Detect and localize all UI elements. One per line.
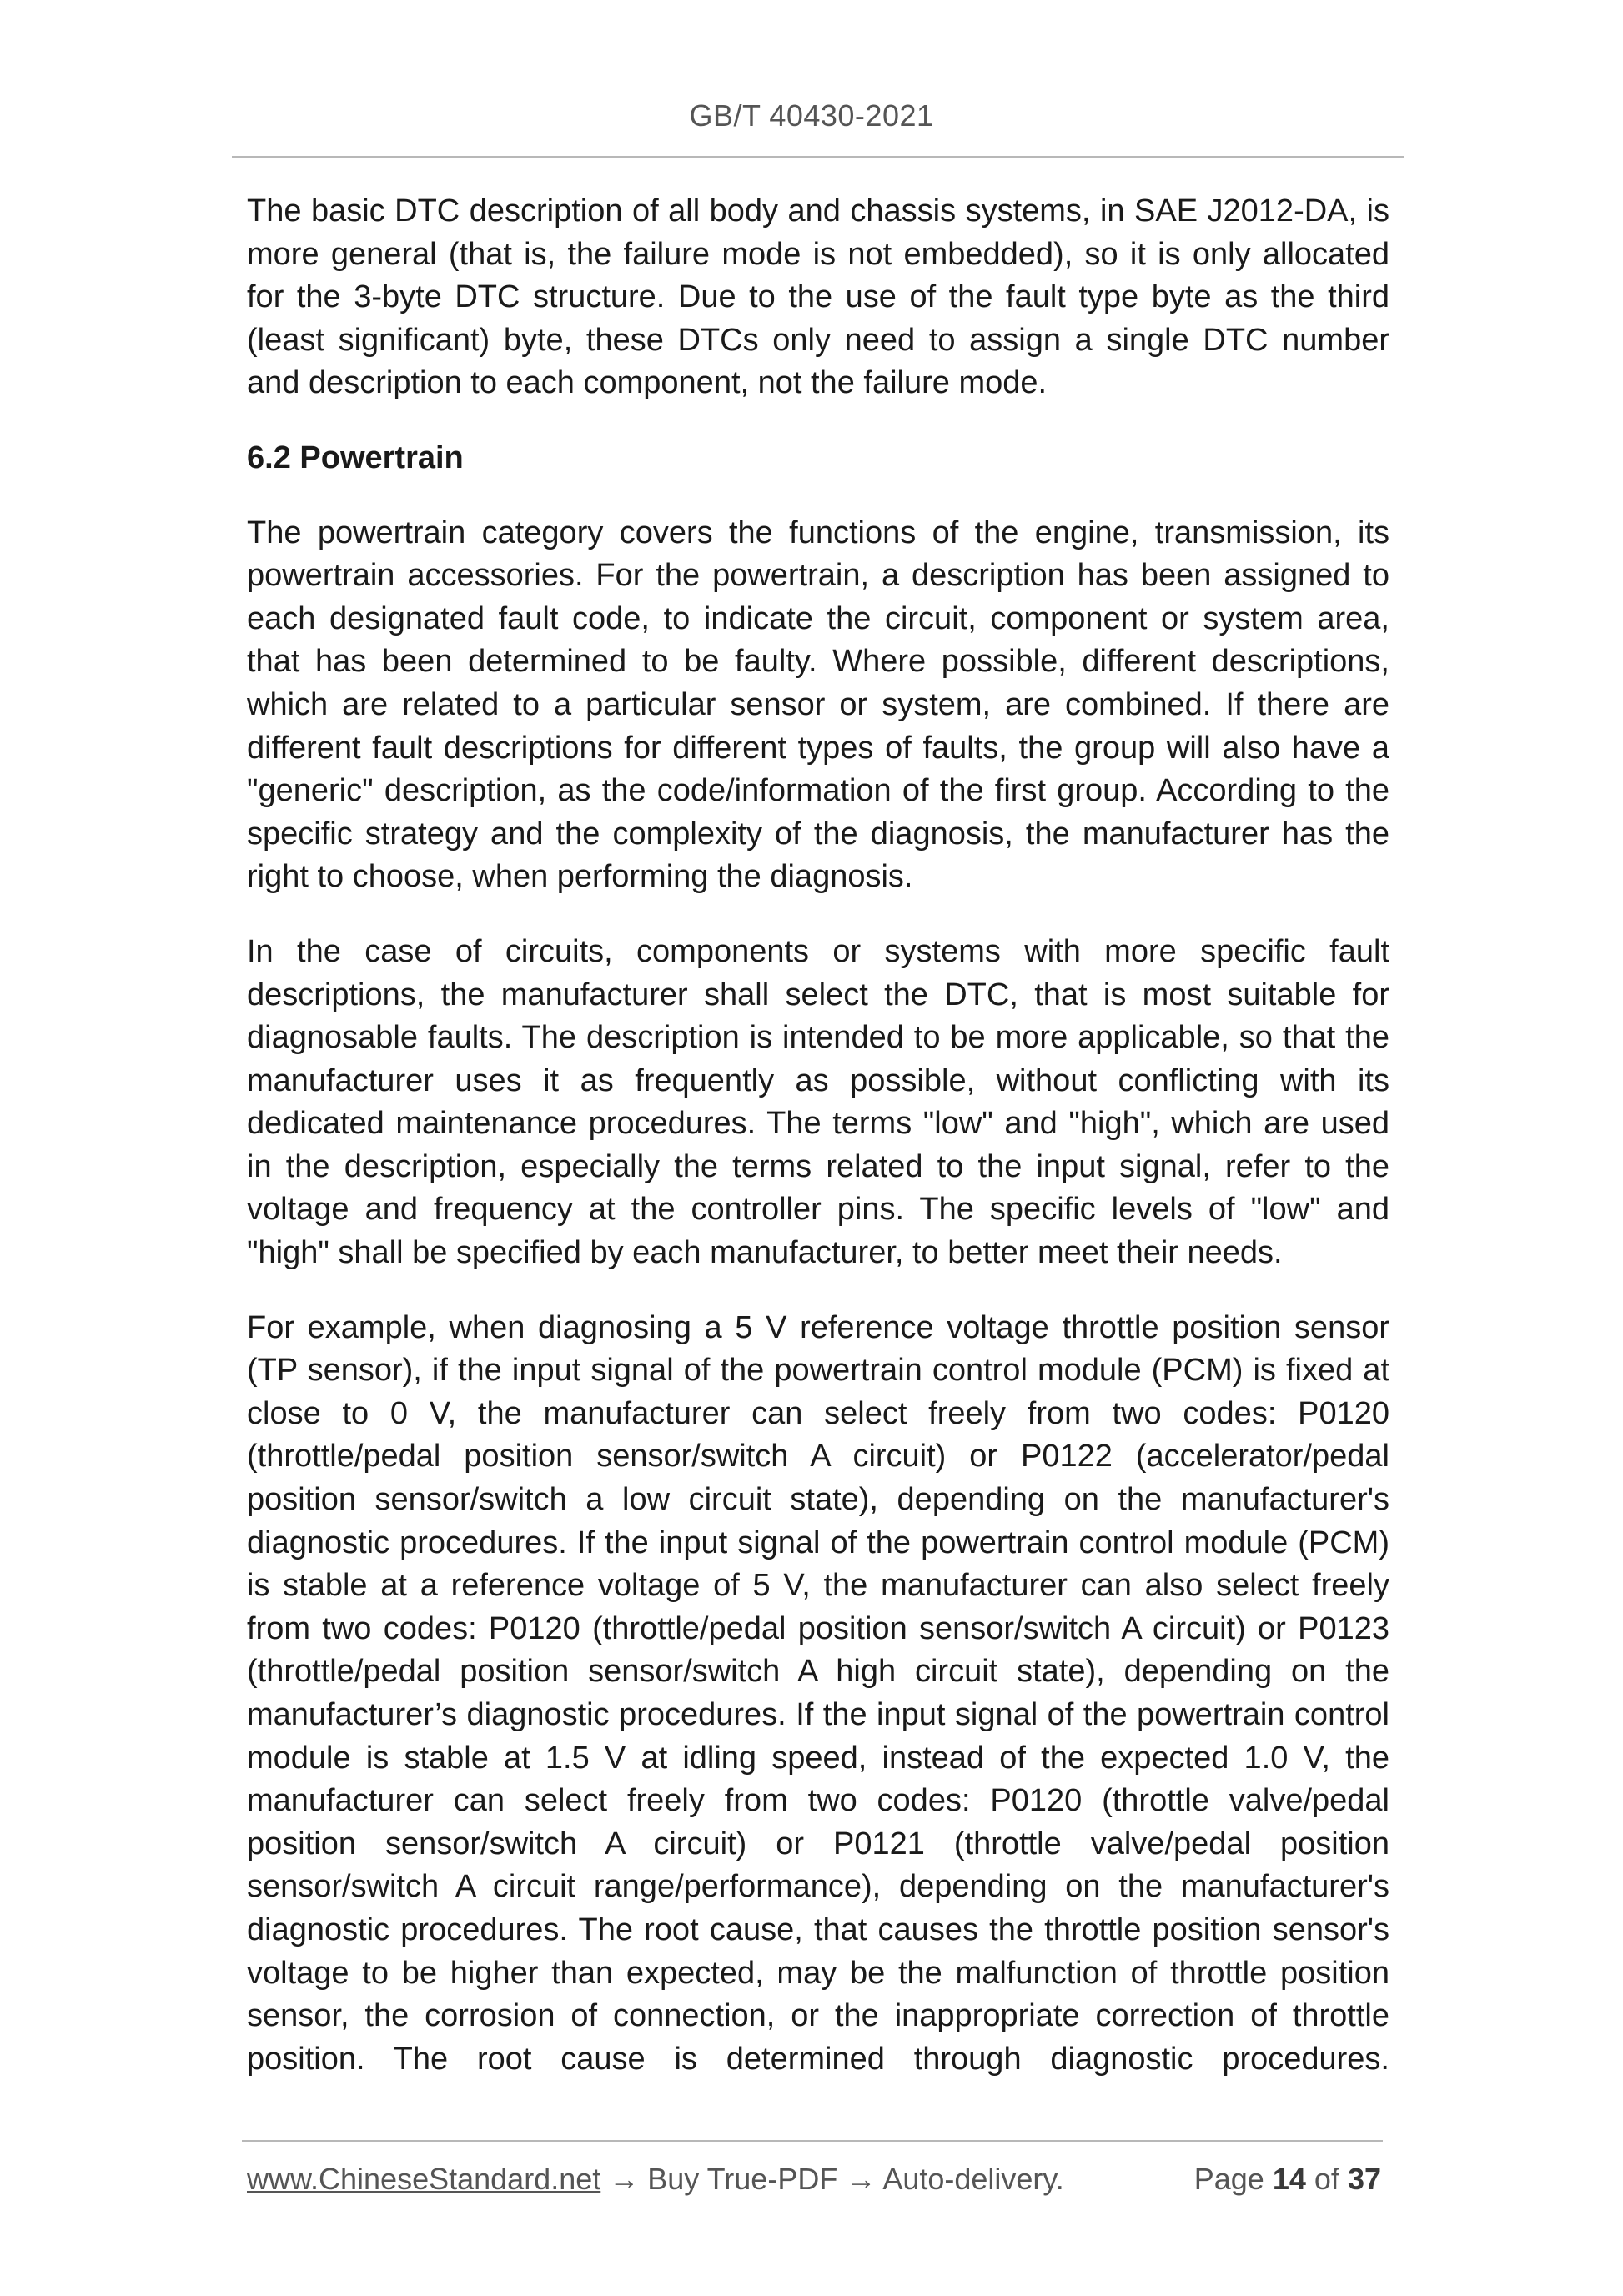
intro-paragraph: The basic DTC description of all body and chassis systems, in SAE J2012-DA, is more general (that is, the failure mode is not embedded), so it is only allocated for the 3-byte DTC structure. Due to the use of the fault type byte as the third (least significant) byte, these DTCs only need to assign a single DTC number and description to each component, not the failure mode. — [247, 193, 1389, 401]
page-label: Page — [1193, 2162, 1264, 2196]
page-footer — [247, 2162, 1381, 2200]
paragraph-powertrain-category: The powertrain category covers the functions of the engine, transmission, its powertrain accessories. For the powertrain, a description has been assigned to each designated fault code, to indicate the circuit, component or system area, that has been determined to be faulty. Where possible, different descriptions, which are related to a particular sensor or system, are combined. If there are different fault descriptions for different types of faults, the group will also have a "generic" description, as the code/information of the first group. According to the specific strategy and the complexity of the diagnosis, the manufacturer has the right to choose, when performing the diagnosis. — [247, 515, 1389, 895]
section-heading: 6.2 Powertrain — [247, 440, 464, 475]
page-number: 14 — [1272, 2162, 1306, 2196]
header-divider — [232, 156, 1404, 158]
footer-divider — [242, 2140, 1383, 2142]
page-body — [247, 190, 1389, 2113]
of-label: of — [1314, 2162, 1339, 2196]
footer-promo-text: → Buy True-PDF → Auto-delivery. — [600, 2162, 1064, 2196]
page-indicator — [1194, 2162, 1381, 2197]
website-link[interactable]: www.ChineseStandard.net — [247, 2162, 601, 2196]
paragraph-throttle-example: For example, when diagnosing a 5 V reference voltage throttle position sensor (TP sensor), if the input signal of the powertrain control module (PCM) is fixed at close to 0 V, the manufacturer can select freely from two codes: P0120 (throttle/pedal position sensor/switch A circuit) or P0122 (accelerator/pedal position sensor/switch a low circuit state), depending on the manufacturer's diagnostic procedures. If the input signal of the powertrain control module (PCM) is stable at a reference voltage of 5 V, the manufacturer can also select freely from two codes: P0120 (throttle/pedal position sensor/switch A circuit) or P0123 (throttle/pedal position sensor/switch A high circuit state), depending on the manufacturer’s diagnostic procedures. If the input signal of the powertrain control module is stable at 1.5 V at idling speed, instead of the expected 1.0 V, the manufacturer can select freely from two codes: P0120 (throttle valve/pedal position sensor/switch A circuit) or P0121 (throttle valve/pedal position sensor/switch A circuit range/performance), depending on the manufacturer's diagnostic procedures. The root cause, that causes the throttle position sensor's voltage to be higher than expected, may be the malfunction of throttle position sensor, the corrosion of connection, or the inappropriate correction of throttle position. The root cause is determined through diagnostic procedures. — [247, 1309, 1389, 2077]
footer-promo — [247, 2162, 1064, 2197]
paragraph-specific-fault-descriptions: In the case of circuits, components or systems with more specific fault descriptions, the manufacturer shall select the DTC, that is most suitable for diagnosable faults. The description is intended to be more applicable, so that the manufacturer uses it as frequently as possible, without conflicting with its dedicated maintenance procedures. The terms "low" and "high", which are used in the description, especially the terms related to the input signal, refer to the voltage and frequency at the controller pins. The specific levels of "low" and "high" shall be specified by each manufacturer, to better meet their needs. — [247, 933, 1389, 1271]
total-pages: 37 — [1347, 2162, 1381, 2196]
document-header-standard-id: GB/T 40430-2021 — [689, 98, 934, 133]
